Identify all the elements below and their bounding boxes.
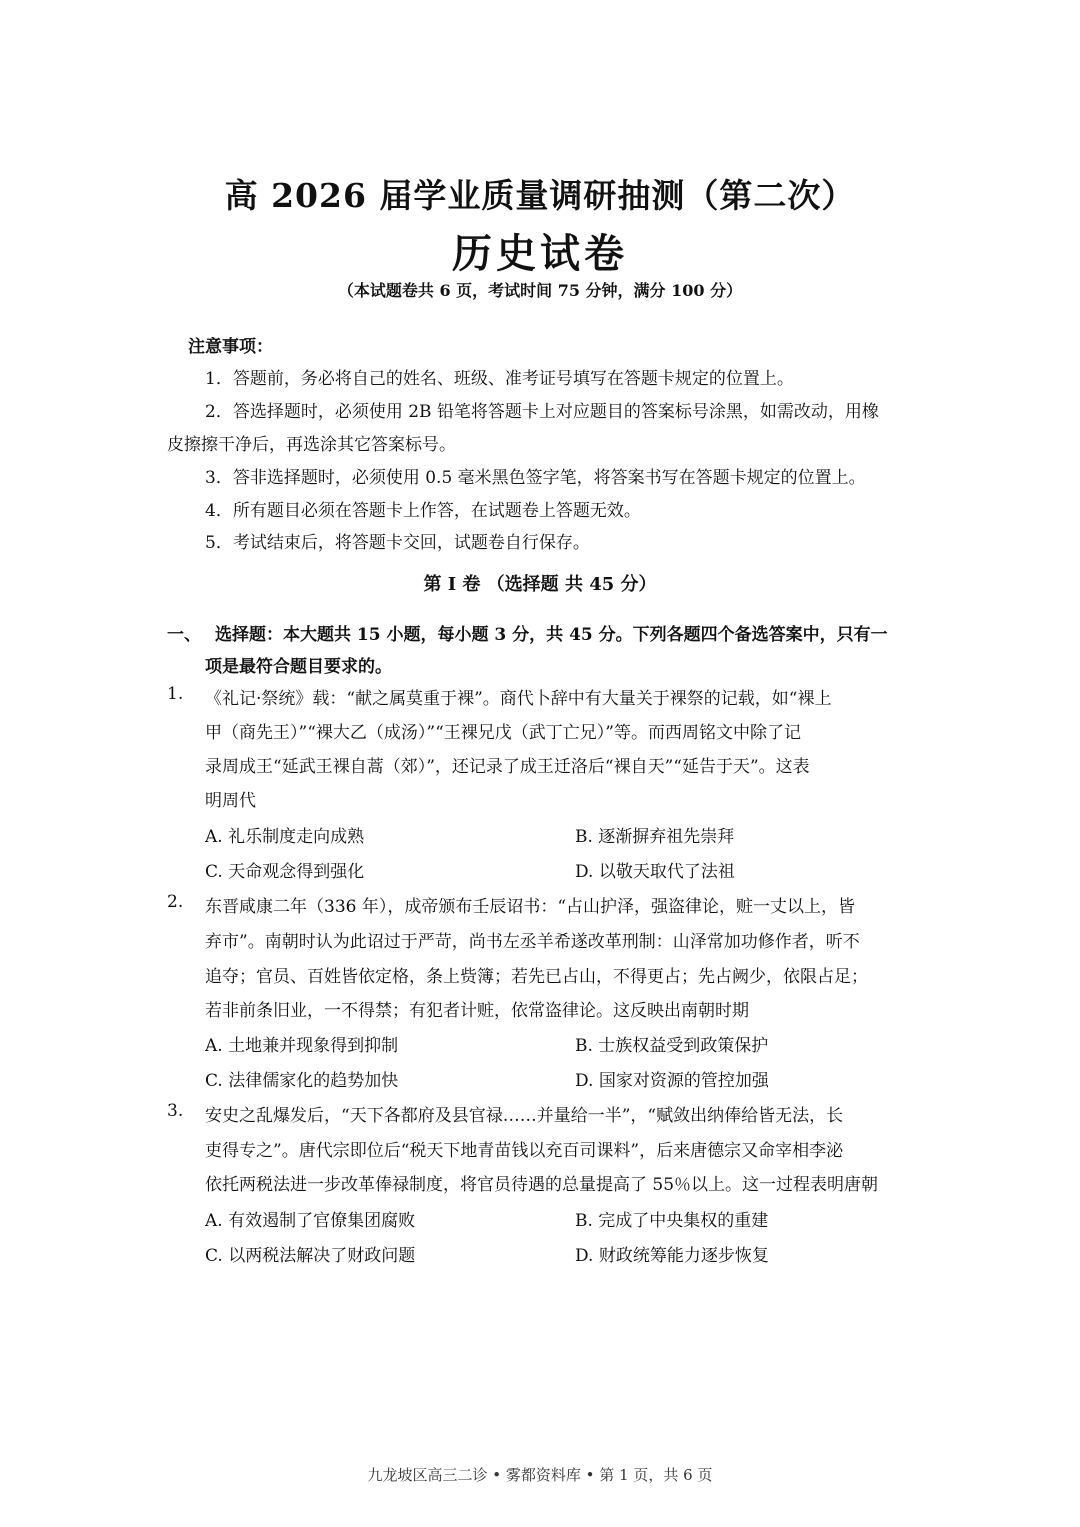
question-text: 弃市”。南朝时认为此诏过于严苛，尚书左丞羊希遂改革刑制：山泽常加功修作者，听不 bbox=[205, 932, 860, 952]
notice-heading: 注意事项： bbox=[188, 337, 273, 357]
notice-item-continued: 皮擦擦干净后，再选涂其它答案标号。 bbox=[167, 435, 456, 455]
option-b: B. 完成了中央集权的重建 bbox=[575, 1211, 769, 1231]
question-text: 追夺；官员、百姓皆依定格，条上赀簿；若先已占山，不得更占；先占阙少，依限占足； bbox=[205, 967, 868, 987]
part-instructions: 选择题：本大题共 15 小题，每小题 3 分，共 45 分。下列各题四个备选答案中，只有一 bbox=[215, 625, 888, 645]
option-b: B. 逐渐摒弃祖先崇拜 bbox=[575, 827, 735, 847]
question-text: 若非前条旧业，一不得禁；有犯者计赃，依常盗律论。这反映出南朝时期 bbox=[205, 1001, 749, 1021]
notice-item: 3．答非选择题时，必须使用 0.5 毫米黑色签字笔，将答案书写在答题卡规定的位置上。 bbox=[205, 468, 866, 488]
option-c: C. 以两税法解决了财政问题 bbox=[205, 1246, 416, 1266]
option-a: A. 礼乐制度走向成熟 bbox=[205, 827, 365, 847]
question-text: 依托两税法进一步改革俸禄制度，将官员待遇的总量提高了 55％以上。这一过程表明唐朝 bbox=[205, 1175, 879, 1195]
option-a: A. 有效遏制了官僚集团腐败 bbox=[205, 1211, 416, 1231]
notice-item: 2．答选择题时，必须使用 2B 铅笔将答题卡上对应题目的答案标号涂黑，如需改动，用橡 bbox=[205, 402, 879, 422]
option-d: D. 财政统筹能力逐步恢复 bbox=[575, 1246, 769, 1266]
section-heading: 第 I 卷 （选择题 共 45 分） bbox=[423, 574, 657, 595]
question-number: 2. bbox=[167, 892, 184, 912]
question-text: 东晋咸康二年（336 年），成帝颁布壬辰诏书：“占山护泽，强盗律论，赃一丈以上，皆 bbox=[205, 897, 856, 917]
notice-item: 1．答题前，务必将自己的姓名、班级、准考证号填写在答题卡规定的位置上。 bbox=[205, 369, 794, 389]
exam-info: （本试题卷共 6 页，考试时间 75 分钟，满分 100 分） bbox=[337, 281, 743, 300]
notice-item: 4．所有题目必须在答题卡上作答，在试题卷上答题无效。 bbox=[205, 501, 641, 521]
question-number: 3. bbox=[167, 1101, 184, 1121]
part-instructions-continued: 项是最符合题目要求的。 bbox=[205, 657, 392, 677]
question-text: 明周代 bbox=[205, 791, 256, 811]
part-label: 一、 bbox=[167, 625, 201, 645]
question-text: 录周成王“延武王裸自蒿（郊）”，还记录了成王迁洛后“裸自天”“延告于天”。这表 bbox=[205, 757, 810, 777]
option-b: B. 士族权益受到政策保护 bbox=[575, 1036, 769, 1056]
exam-subject: 历史试卷 bbox=[452, 230, 628, 277]
exam-title: 高 2026 届学业质量调研抽测（第二次） bbox=[224, 176, 856, 215]
question-number: 1. bbox=[167, 684, 184, 704]
question-text: 《礼记·祭统》载：“献之属莫重于裸”。商代卜辞中有大量关于裸祭的记载，如“裸上 bbox=[205, 689, 832, 709]
notice-item: 5．考试结束后，将答题卡交回，试题卷自行保存。 bbox=[205, 533, 590, 553]
question-text: 甲（商先王）”“裸大乙（成汤）”“王裸兄戊（武丁亡兄）”等。而西周铭文中除了记 bbox=[205, 723, 801, 743]
option-c: C. 天命观念得到强化 bbox=[205, 862, 365, 882]
option-d: D. 以敬天取代了法祖 bbox=[575, 862, 735, 882]
question-text: 吏得专之”。唐代宗即位后“税天下地青苗钱以充百司课料”，后来唐德宗又命宰相李泌 bbox=[205, 1141, 844, 1161]
question-text: 安史之乱爆发后，“天下各都府及县官禄……并量给一半”，“赋敛出纳俸给皆无法，长 bbox=[205, 1106, 844, 1126]
option-c: C. 法律儒家化的趋势加快 bbox=[205, 1071, 399, 1091]
option-d: D. 国家对资源的管控加强 bbox=[575, 1071, 769, 1091]
page-footer: 九龙坡区高三二诊 • 雾都资料库 • 第 1 页，共 6 页 bbox=[367, 1466, 713, 1484]
option-a: A. 土地兼并现象得到抑制 bbox=[205, 1036, 399, 1056]
